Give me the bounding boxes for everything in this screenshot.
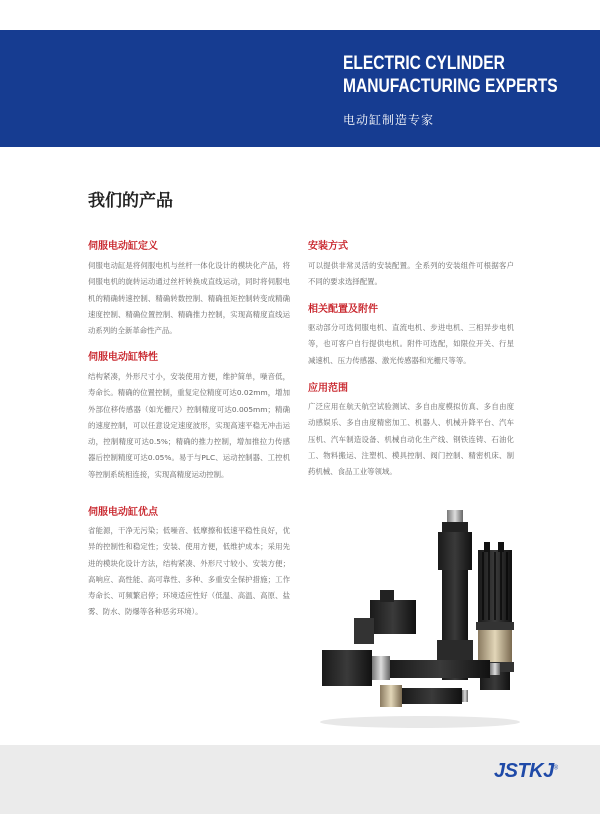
banner-title-line-1: ELECTRIC CYLINDER xyxy=(343,53,505,74)
product-photo xyxy=(310,490,530,730)
heading-advantages: 伺服电动缸优点 xyxy=(88,507,158,518)
paragraph-applications: 广泛应用在航天航空试验测试、多自由度模拟仿真、多自由度动感娱乐、多自由度精密加工、机器人、机械升降平台、汽车压机、汽车制造设备、机械自动化生产线、钢铁连铸、石油化工、物料搬运、注塑机、模具控制、阀门控制、精密机床、制药机械、食品工业等领域。 xyxy=(308,402,514,477)
top-margin xyxy=(0,0,600,30)
company-logo: JSTKJ® xyxy=(494,760,558,782)
banner-title-line-2: MANUFACTURING EXPERTS xyxy=(343,76,558,97)
paragraph-characteristics: 结构紧凑，外形尺寸小，安装使用方便，维护简单，噪音低，寿命长。精确的位置控制，重复定位精度可达0.02mm，增加外部位移传感器（如光栅尺）控制精度可达0.005mm；精确的速度控制，可以任意设定速度波形，实现高速平稳无冲击运动，控制精度可达0.5%；精确的推力控制，增加推拉力传感器后控制精度可达0.05%。易于与PLC、运动控制器、工控机等控制系统相连接，实现高精度运动控制。 xyxy=(88,372,290,479)
heading-definition: 伺服电动缸定义 xyxy=(88,241,158,252)
paragraph-accessories: 驱动部分可选伺服电机、直流电机、步进电机、三相异步电机等，也可客户自行提供电机。附件可选配，如限位开关、行星减速机、压力传感器、激光传感器和光栅尺等等。 xyxy=(308,323,514,365)
page-title: 我们的产品 xyxy=(88,191,173,211)
header-banner xyxy=(0,30,600,147)
paragraph-advantages: 省能源，干净无污染；低噪音、低摩擦和低速平稳性良好，优异的控制性和稳定性；安装、使用方便，低维护成本；采用先进的模块化设计方法，结构紧凑、外形尺寸较小、安装方便；高响应、高性能、高可靠性、多种、多重安全保护措施；工作寿命长、可频繁启停；环境适应性好（低温、高温、高原、盐雾、防水、防爆等各种恶劣环境）。 xyxy=(88,526,290,617)
heading-characteristics: 伺服电动缸特性 xyxy=(88,352,158,363)
heading-applications: 应用范围 xyxy=(308,383,348,394)
paragraph-definition: 伺服电动缸是将伺服电机与丝杆一体化设计的模块化产品，将伺服电机的旋转运动通过丝杆转换成直线运动，同时将伺服电机的精确转速控制、精确转数控制、精确扭矩控制转变成精确速度控制、精确位置控制、精确推力控制，实现高精度直线运动系列的全新革命性产品。 xyxy=(88,261,290,336)
heading-accessories: 相关配置及附件 xyxy=(308,304,378,315)
banner-subtitle: 电动缸制造专家 xyxy=(343,113,435,127)
banner-title xyxy=(343,52,558,98)
paragraph-installation: 可以提供非常灵活的安装配置。全系列的安装组件可根据客户不同的要求选择配置。 xyxy=(308,261,514,287)
heading-installation: 安装方式 xyxy=(308,241,348,252)
